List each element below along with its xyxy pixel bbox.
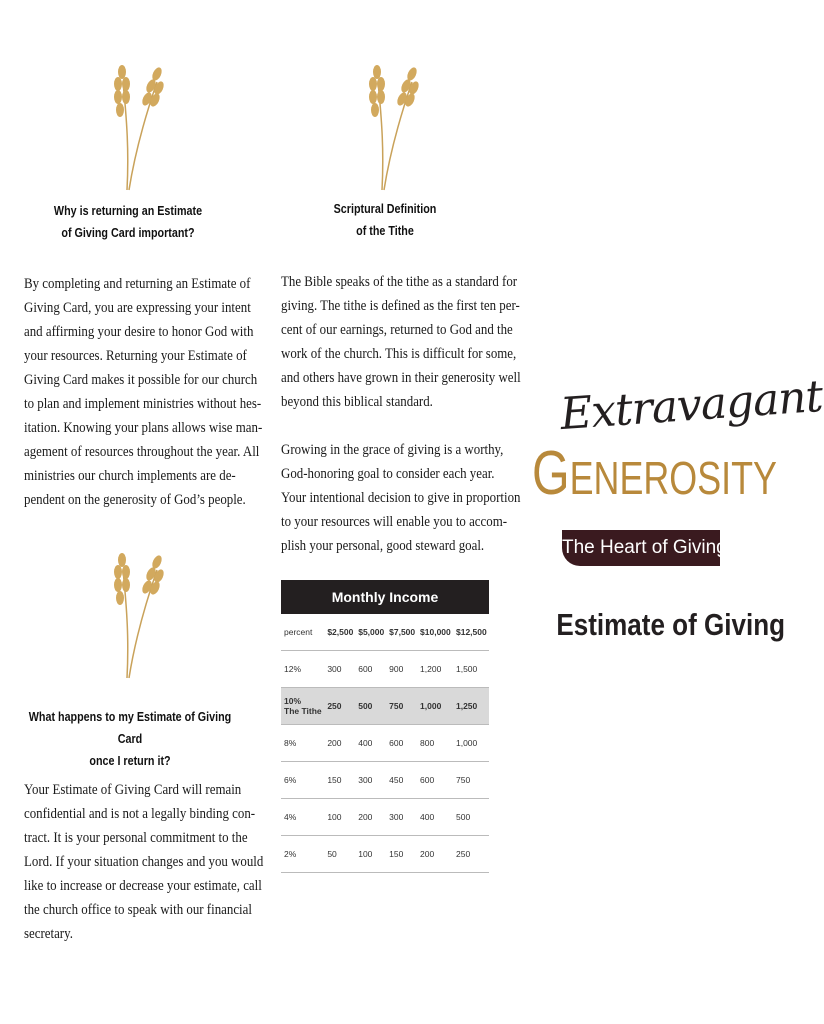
table-cell: 300 xyxy=(324,651,355,688)
header-cell: $10,000 xyxy=(417,614,453,651)
paragraph-line: itation. Knowing your plans allows wise man- xyxy=(24,420,263,436)
paragraph-line: Giving Card makes it possible for our church xyxy=(24,372,258,388)
header-cell: $12,500 xyxy=(453,614,489,651)
paragraph-what-happens xyxy=(24,778,264,946)
table-cell: 1,500 xyxy=(453,651,489,688)
paragraph-line: ministries our church implements are de- xyxy=(24,468,236,484)
table-cell: 300 xyxy=(355,762,386,799)
paragraph-line: secretary. xyxy=(24,926,73,942)
paragraph-line: Lord. If your situation changes and you would xyxy=(24,854,264,870)
wheat-illustration xyxy=(360,42,420,192)
table-cell: 750 xyxy=(386,688,417,725)
paragraph-line: confidential and is not a legally binding con- xyxy=(24,806,256,822)
table-cell: 200 xyxy=(355,799,386,836)
table-cell: 4% xyxy=(281,799,324,836)
header-cell: $5,000 xyxy=(355,614,386,651)
paragraph-line: Growing in the grace of giving is a worthy, xyxy=(281,442,504,458)
paragraph-line: to your resources will enable you to accom- xyxy=(281,514,508,530)
paragraph-line: tract. It is your personal commitment to the xyxy=(24,830,248,846)
table-row xyxy=(281,836,489,873)
paragraph-tithe-definition xyxy=(281,270,521,414)
heading-line: once I return it? xyxy=(89,754,171,768)
table-cell: 200 xyxy=(324,725,355,762)
paragraph-line: plish your personal, good steward goal. xyxy=(281,538,485,554)
wheat-illustration xyxy=(105,530,165,680)
paragraph-growing-in-grace xyxy=(281,438,521,558)
table-cell: 100 xyxy=(355,836,386,873)
paragraph-line: work of the church. This is difficult for some, xyxy=(281,346,517,362)
paragraph-line: giving. The tithe is defined as the first ten per- xyxy=(281,298,520,314)
table-cell: 250 xyxy=(453,836,489,873)
table-cell: 2% xyxy=(281,836,324,873)
table-cell: 250 xyxy=(324,688,355,725)
paragraph-line: your resources. Returning your Estimate of xyxy=(24,348,247,364)
table-cell: 1,000 xyxy=(453,725,489,762)
logo-generosity-word xyxy=(532,438,777,509)
paragraph-line: The Bible speaks of the tithe as a standard for xyxy=(281,274,518,290)
table-cell: 600 xyxy=(386,725,417,762)
header-cell: $7,500 xyxy=(386,614,417,651)
monthly-income-table xyxy=(281,580,489,873)
header-cell: $2,500 xyxy=(324,614,355,651)
table-title: Monthly Income xyxy=(281,580,489,614)
table-row xyxy=(281,651,489,688)
heading-why-return xyxy=(42,200,214,244)
paragraph-line: agement of resources throughout the year. All xyxy=(24,444,260,460)
table-cell: 1,250 xyxy=(453,688,489,725)
table-cell: 300 xyxy=(386,799,417,836)
paragraph-line: and affirming your desire to honor God with xyxy=(24,324,254,340)
paragraph-line: God-honoring goal to consider each year. xyxy=(281,466,495,482)
page-title: Estimate of Giving xyxy=(556,607,786,642)
heading-what-happens xyxy=(23,706,236,772)
paragraph-why-return xyxy=(24,272,263,512)
table-cell: 1,000 xyxy=(417,688,453,725)
logo-script-word: Extravagant xyxy=(558,370,824,441)
paragraph-line: and others have grown in their generosity well xyxy=(281,370,521,386)
table-cell: 10% The Tithe xyxy=(281,688,324,725)
paragraph-line: to plan and implement ministries without hes- xyxy=(24,396,262,412)
extravagant-generosity-logo xyxy=(532,370,824,570)
table-cell: 400 xyxy=(417,799,453,836)
table-cell: 8% xyxy=(281,725,324,762)
table-cell: 100 xyxy=(324,799,355,836)
logo-tagline-banner: The Heart of Giving xyxy=(562,530,720,566)
heading-line: What happens to my Estimate of Giving Card xyxy=(28,710,232,746)
paragraph-line: pendent on the generosity of God’s people. xyxy=(24,492,246,508)
table-cell: 50 xyxy=(324,836,355,873)
wheat-illustration xyxy=(105,42,165,192)
table-cell: 1,200 xyxy=(417,651,453,688)
table-cell: 800 xyxy=(417,725,453,762)
heading-line: of the Tithe xyxy=(356,224,414,238)
table-row xyxy=(281,762,489,799)
table-cell: 150 xyxy=(324,762,355,799)
table-row xyxy=(281,799,489,836)
heading-line: Scriptural Definition xyxy=(333,202,437,216)
heading-line: Why is returning an Estimate xyxy=(53,204,203,218)
paragraph-line: Giving Card, you are expressing your intent xyxy=(24,300,251,316)
table-cell: 900 xyxy=(386,651,417,688)
table-cell: 150 xyxy=(386,836,417,873)
logo-rest-word: ENEROSITY xyxy=(569,452,777,504)
table-cell: 600 xyxy=(355,651,386,688)
paragraph-line: Your Estimate of Giving Card will remain xyxy=(24,782,242,798)
table-cell: 500 xyxy=(355,688,386,725)
table-cell: 450 xyxy=(386,762,417,799)
table-cell: 500 xyxy=(453,799,489,836)
table-header-row xyxy=(281,614,489,651)
logo-big-g: G xyxy=(532,439,570,508)
paragraph-line: like to increase or decrease your estimate, call xyxy=(24,878,262,894)
table-cell: 12% xyxy=(281,651,324,688)
paragraph-line: beyond this biblical standard. xyxy=(281,394,433,410)
table-cell: 600 xyxy=(417,762,453,799)
table-cell: 200 xyxy=(417,836,453,873)
paragraph-line: Your intentional decision to give in proportion xyxy=(281,490,521,506)
paragraph-line: the church office to speak with our financial xyxy=(24,902,252,918)
table-cell: 400 xyxy=(355,725,386,762)
header-cell: percent xyxy=(281,614,324,651)
heading-line: of Giving Card important? xyxy=(61,226,195,240)
table-row xyxy=(281,688,489,725)
heading-scriptural-definition xyxy=(299,198,471,242)
paragraph-line: cent of our earnings, returned to God and the xyxy=(281,322,513,338)
table-cell: 750 xyxy=(453,762,489,799)
table-cell: 6% xyxy=(281,762,324,799)
income-grid xyxy=(281,614,489,873)
paragraph-line: By completing and returning an Estimate of xyxy=(24,276,251,292)
table-row xyxy=(281,725,489,762)
